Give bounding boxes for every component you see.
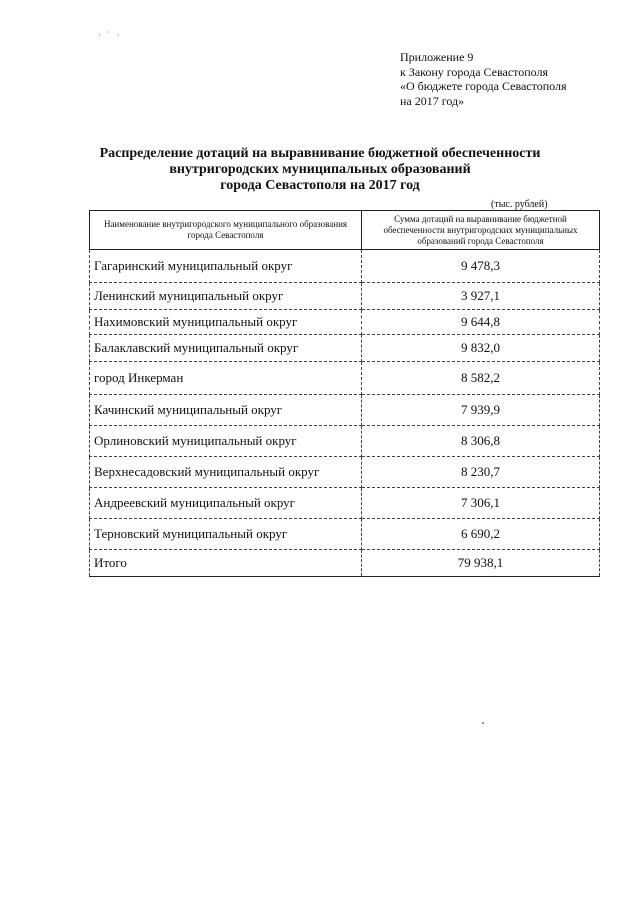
row-name: Ленинский муниципальный округ [90,283,362,310]
table-row [90,362,600,395]
table-total-row [90,550,600,577]
row-amount: 7 939,9 [362,395,600,426]
row-amount: 8 306,8 [362,426,600,457]
title-line-2: внутригородских муниципальных образований [169,162,471,177]
table-row [90,519,600,550]
header-name: Наименование внутригородского муниципального образования города Севастополя [90,211,362,250]
document-title [60,146,580,194]
table-header-row [90,211,600,250]
row-amount: 9 832,0 [362,335,600,362]
units-note: (тыс. рублей) [491,199,548,210]
row-name: Орлиновский муниципальный округ [90,426,362,457]
row-name: Верхнесадовский муниципальный округ [90,457,362,488]
scan-dot [482,722,484,724]
row-name: Балаклавский муниципальный округ [90,335,362,362]
table-row [90,426,600,457]
table-row [90,250,600,283]
row-amount: 7 306,1 [362,488,600,519]
row-amount: 79 938,1 [362,550,600,577]
row-name: город Инкерман [90,362,362,395]
row-amount: 6 690,2 [362,519,600,550]
row-name: Качинский муниципальный округ [90,395,362,426]
table-row [90,283,600,310]
appendix-line-1: Приложение 9 [400,50,474,64]
appendix-note [400,50,566,108]
title-line-3: города Севастополя на 2017 год [220,178,420,193]
subsidy-table [89,210,600,577]
appendix-line-4: на 2017 год» [400,93,465,108]
table-row [90,488,600,519]
table-row [90,310,600,335]
table-body [90,250,600,577]
appendix-line-2: к Закону города Севастополя [400,64,549,79]
row-name: Гагаринский муниципальный округ [90,250,362,283]
row-amount: 3 927,1 [362,283,600,310]
row-amount: 9 644,8 [362,310,600,335]
appendix-line-3: «О бюджете города Севастополя [400,79,567,93]
title-line-1: Распределение дотаций на выравнивание бюджетной обеспеченности [99,146,541,161]
row-amount: 8 582,2 [362,362,600,395]
header-amount: Сумма дотаций на выравнивание бюджетной обеспеченности внутригородских муниципальных образований города Севастополя [362,211,600,250]
row-name: Андреевский муниципальный округ [90,488,362,519]
table-row [90,457,600,488]
table-row [90,395,600,426]
row-name: Нахимовский муниципальный округ [90,310,362,335]
table-row [90,335,600,362]
row-name: Итого [90,550,362,577]
row-amount: 8 230,7 [362,457,600,488]
row-amount: 9 478,3 [362,250,600,283]
scan-artifact-mark: · ˙ · [98,30,122,40]
row-name: Терновский муниципальный округ [90,519,362,550]
